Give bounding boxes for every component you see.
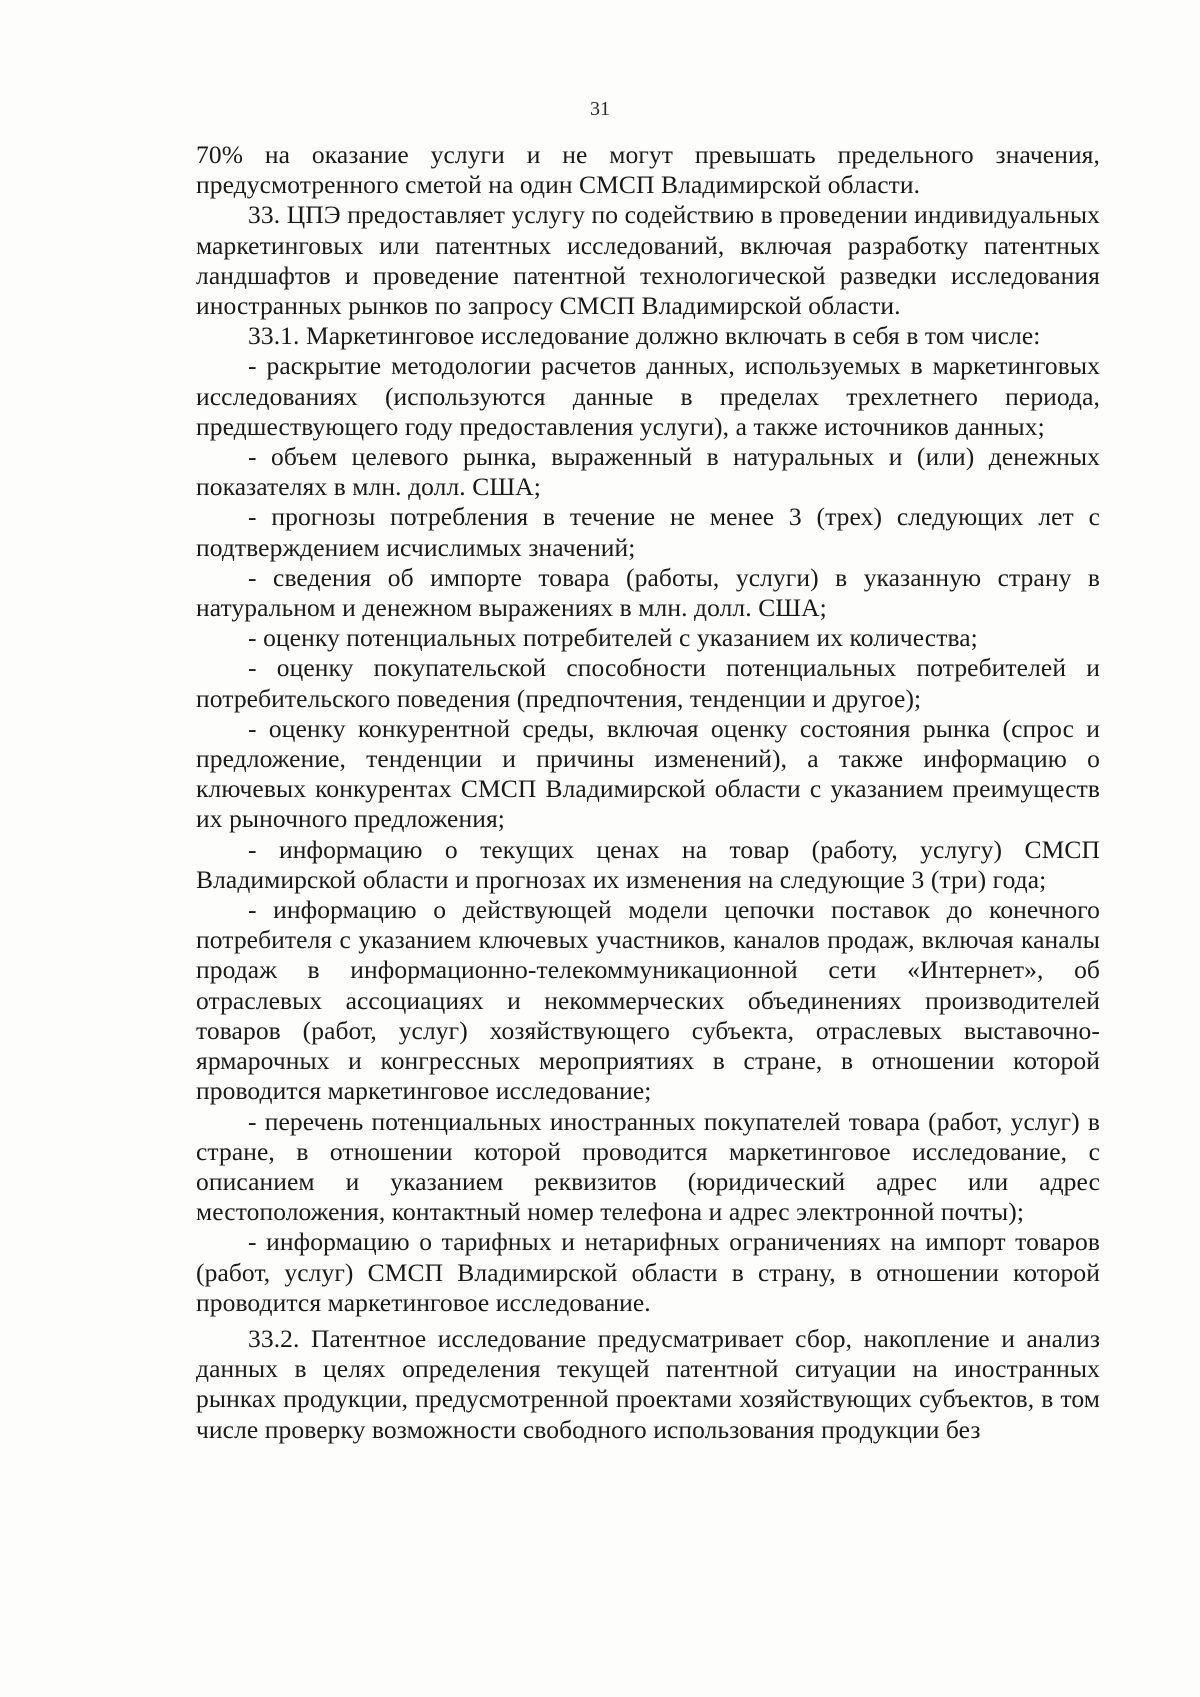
list-item-competitive-environment: - оценку конкурентной среды, включая оценку состояния рынка (спрос и предложение, тенденции и причины изменений), а также информацию о ключевых конкурентах СМСП Владимирской области с указанием преимуществ их рыночного предложения; — [196, 713, 1100, 834]
list-item-current-prices: - информацию о текущих ценах на товар (работу, услугу) СМСП Владимирской области и прогнозах их изменения на следующие 3 (три) года; — [196, 834, 1100, 894]
list-item-consumption-forecast: - прогнозы потребления в течение не менее 3 (трех) следующих лет с подтверждением исчислимых значений; — [196, 502, 1100, 562]
list-item-supply-chain: - информацию о действующей модели цепочки поставок до конечного потребителя с указанием ключевых участников, каналов продаж, включая каналы продаж в информационно-телекоммуникационной сети «Интернет», об отраслевых ассоциациях и некоммерческих объединениях производителей товаров (работ, услуг) хозяйствующего субъекта, отраслевых выставочно-ярмарочных и конгрессных мероприятиях в стране, в отношении которой проводится маркетинговое исследование; — [196, 895, 1100, 1106]
list-item-consumer-assessment: - оценку потенциальных потребителей с указанием их количества; — [248, 623, 978, 653]
paragraph-continuation: 70% на оказание услуги и не могут превышать предельного значения, предусмотренного сметой на один СМСП Владимирской области. — [196, 140, 1100, 200]
paragraph-33: 33. ЦПЭ предоставляет услугу по содействию в проведении индивидуальных маркетинговых или патентных исследований, включая разработку патентных ландшафтов и проведение патентной технологической разведки исследования иностранных рынков по запросу СМСП Владимирской области. — [196, 200, 1100, 321]
paragraph-33-2: 33.2. Патентное исследование предусматривает сбор, накопление и анализ данных в целях определения текущей патентной ситуации на иностранных рынках продукции, предусмотренной проектами хозяйствующих субъектов, в том числе проверку возможности свободного использования продукции без — [196, 1323, 1100, 1444]
document-body — [196, 140, 1100, 1445]
list-item-import-info: - сведения об импорте товара (работы, услуги) в указанную страну в натуральном и денежном выражениях в млн. долл. США; — [196, 562, 1100, 623]
list-item-foreign-buyers: - перечень потенциальных иностранных покупателей товара (работ, услуг) в стране, в отношении которой проводится маркетинговое исследование, с описанием и указанием реквизитов (юридический адрес или адрес местоположения, контактный номер телефона и адрес электронной почты); — [196, 1106, 1100, 1227]
list-item-trade-restrictions: - информацию о тарифных и нетарифных ограничениях на импорт товаров (работ, услуг) СМСП Владимирской области в страну, в отношении которой проводится маркетинговое исследование. — [196, 1227, 1100, 1317]
paragraph-33-1: 33.1. Маркетинговое исследование должно включать в себя в том числе: — [248, 321, 1041, 351]
list-item-market-volume: - объем целевого рынка, выраженный в натуральных и (или) денежных показателях в млн. долл. США; — [196, 442, 1100, 502]
page-number: 31 — [590, 98, 610, 120]
list-item-methodology: - раскрытие методологии расчетов данных, используемых в маркетинговых исследованиях (используются данные в пределах трехлетнего периода, предшествующего году предоставления услуги), а также источников данных; — [196, 351, 1100, 441]
list-item-purchasing-power: - оценку покупательской способности потенциальных потребителей и потребительского поведения (предпочтения, тенденции и другое); — [196, 653, 1100, 713]
